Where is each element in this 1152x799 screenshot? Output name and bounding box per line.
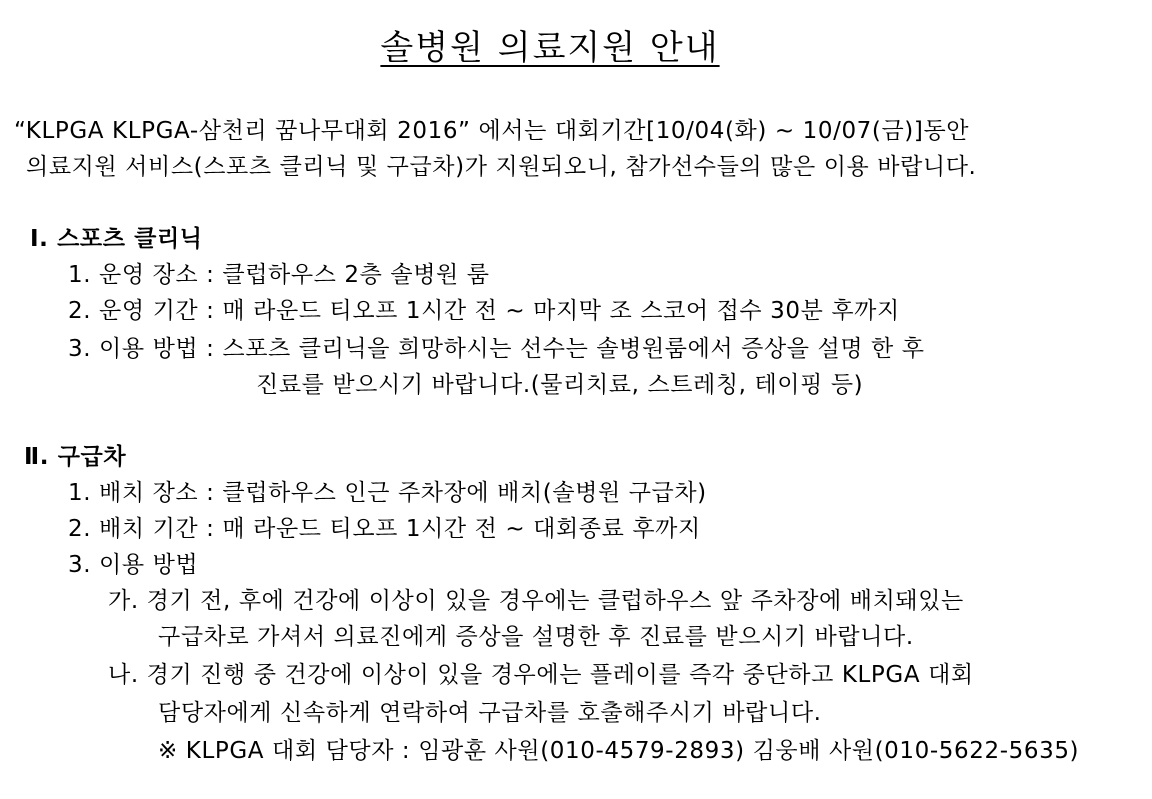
contact-note: ※ KLPGA 대회 담당자 : 임광훈 사원(010-4579-2893) 김웅배 사원(010-5622-5635) bbox=[158, 738, 1080, 764]
ambulance-usage-sub-b: 나. 경기 진행 중 건강에 이상이 있을 경우에는 플레이를 즉각 중단하고 KLPGA 대회 bbox=[108, 662, 974, 688]
ambulance-usage-sub-a-continued: 구급차로 가셔서 의료진에게 증상을 설명한 후 진료를 받으시기 바랍니다. bbox=[158, 624, 914, 650]
clinic-period-item: 2. 운영 기간 : 매 라운드 티오프 1시간 전 ~ 마지막 조 스코어 접수 30분 후까지 bbox=[68, 298, 900, 324]
clinic-usage-item-continued: 진료를 받으시기 바랍니다.(물리치료, 스트레칭, 테이핑 등) bbox=[256, 372, 864, 398]
section-heading-sports-clinic: Ⅰ. 스포츠 클리닉 bbox=[30, 226, 203, 252]
ambulance-location-item: 1. 배치 장소 : 클럽하우스 인근 주차장에 배치(솔병원 구급차) bbox=[68, 480, 707, 506]
ambulance-usage-item: 3. 이용 방법 bbox=[68, 552, 199, 578]
ambulance-period-item: 2. 배치 기간 : 매 라운드 티오프 1시간 전 ~ 대회종료 후까지 bbox=[68, 516, 701, 542]
section-heading-ambulance: Ⅱ. 구급차 bbox=[24, 444, 127, 470]
intro-line-1: “KLPGA KLPGA-삼천리 꿈나무대회 2016” 에서는 대회기간[10/04(화) ~ 10/07(금)]동안 bbox=[14, 118, 970, 144]
ambulance-usage-sub-b-continued: 담당자에게 신속하게 연락하여 구급차를 호출해주시기 바랍니다. bbox=[158, 700, 822, 726]
ambulance-usage-sub-a: 가. 경기 전, 후에 건강에 이상이 있을 경우에는 클럽하우스 앞 주차장에 배치돼있는 bbox=[108, 588, 964, 614]
intro-line-2: 의료지원 서비스(스포츠 클리닉 및 구급차)가 지원되오니, 참가선수들의 많은 이용 바랍니다. bbox=[26, 154, 977, 180]
page-title: 솔병원 의료지원 안내 bbox=[380, 28, 720, 68]
clinic-usage-item: 3. 이용 방법 : 스포츠 클리닉을 희망하시는 선수는 솔병원룸에서 증상을 설명 한 후 bbox=[68, 336, 925, 362]
clinic-location-item: 1. 운영 장소 : 클럽하우스 2층 솔병원 룸 bbox=[68, 262, 490, 288]
